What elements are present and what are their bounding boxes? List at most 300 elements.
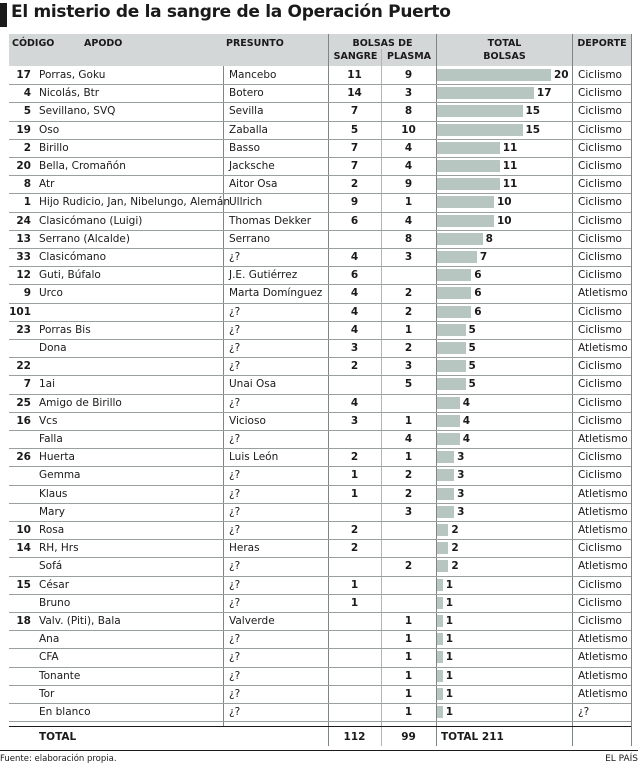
total-bar-label: 4 (462, 414, 471, 427)
cell-apodo: 1ai (39, 378, 56, 391)
total-bar-label: 10 (497, 214, 512, 227)
cell-sangre: 4 (350, 396, 359, 409)
cell-apodo: Atr (39, 178, 55, 191)
cell-codigo: 1 (23, 196, 31, 209)
total-label: TOTAL (39, 731, 77, 743)
cell-codigo: 19 (16, 123, 31, 136)
cell-deporte: Ciclismo (578, 214, 622, 227)
cell-apodo: Guti, Búfalo (39, 269, 101, 282)
cell-deporte: Ciclismo (578, 396, 622, 409)
cell-presunto: ¿? (229, 669, 241, 682)
table-row (0, 594, 638, 612)
total-bar-label: 5 (468, 342, 476, 354)
total-bar-label: 15 (525, 123, 541, 136)
header-bolsas-de: BOLSAS DE (352, 38, 413, 49)
table-row (0, 157, 638, 175)
total-bar (437, 469, 454, 481)
cell-deporte: Ciclismo (578, 178, 622, 191)
table-row (0, 375, 638, 393)
cell-presunto: ¿? (229, 342, 241, 354)
cell-plasma: 1 (404, 196, 413, 209)
cell-presunto: ¿? (229, 487, 241, 500)
cell-sangre: 7 (350, 160, 359, 172)
row-rule (9, 139, 631, 140)
total-bar-label: 7 (479, 251, 488, 263)
row-rule (9, 539, 631, 540)
title-marker (0, 3, 7, 27)
cell-plasma: 2 (404, 287, 413, 300)
cell-apodo: En blanco (39, 706, 91, 718)
cell-plasma: 1 (404, 687, 413, 700)
cell-apodo: Ana (39, 633, 60, 646)
total-bar (437, 433, 460, 445)
cell-codigo: 16 (16, 414, 31, 427)
total-bolsas: TOTAL 211 (441, 731, 504, 743)
cell-apodo: Porras, Goku (39, 69, 106, 81)
cell-sangre: 11 (347, 69, 362, 81)
cell-presunto: Botero (229, 87, 264, 100)
table-row (0, 266, 638, 284)
cell-presunto: ¿? (229, 524, 241, 536)
total-bar-label: 3 (457, 487, 465, 500)
total-bar (437, 633, 443, 645)
total-bar (437, 615, 443, 627)
row-rule (9, 630, 631, 631)
cell-codigo: 101 (9, 305, 31, 318)
cell-apodo: Vcs (39, 414, 58, 427)
table-row (0, 412, 638, 430)
cell-deporte: Ciclismo (578, 196, 622, 209)
row-rule (9, 284, 631, 285)
row-rule (9, 303, 631, 304)
cell-plasma: 8 (404, 232, 413, 245)
cell-presunto: Valverde (229, 615, 275, 627)
row-rule (9, 357, 631, 358)
total-bar (437, 233, 483, 245)
total-bar (437, 506, 454, 518)
cell-presunto: Aitor Osa (229, 178, 278, 191)
total-bar (437, 142, 500, 154)
row-rule (9, 521, 631, 522)
cell-sangre: 7 (350, 141, 359, 154)
total-bar-label: 4 (462, 433, 471, 445)
cell-presunto: J.E. Gutiérrez (229, 269, 298, 282)
total-bar-label: 1 (445, 669, 453, 682)
total-bar-label: 11 (502, 141, 518, 154)
cell-presunto: Serrano (229, 232, 271, 245)
cell-apodo: Dona (39, 342, 67, 354)
cell-deporte: Ciclismo (578, 69, 622, 81)
header-presunto: PRESUNTO (226, 38, 284, 49)
cell-sangre: 4 (350, 323, 359, 336)
cell-presunto: Thomas Dekker (229, 214, 312, 227)
table-row (0, 667, 638, 685)
cell-deporte: Ciclismo (578, 251, 622, 263)
cell-sangre: 2 (350, 178, 359, 191)
cell-sangre: 1 (350, 469, 359, 482)
cell-plasma: 4 (404, 141, 413, 154)
title-text: El misterio de la sangre de la Operación Puerto (11, 2, 451, 22)
cell-apodo: Amigo de Birillo (39, 396, 122, 409)
cell-plasma: 2 (404, 469, 413, 482)
table-row (0, 175, 638, 193)
row-rule (9, 394, 631, 395)
cell-plasma: 8 (404, 105, 413, 118)
cell-presunto: ¿? (229, 651, 241, 664)
table-row (0, 193, 638, 211)
cell-sangre: 3 (350, 414, 359, 427)
header-plasma: PLASMA (386, 51, 432, 62)
cell-codigo: 7 (23, 378, 31, 391)
cell-deporte: Ciclismo (578, 378, 622, 391)
cell-codigo: 22 (16, 360, 31, 373)
row-rule (9, 321, 631, 322)
table-row (0, 303, 638, 321)
table-row (0, 466, 638, 484)
cell-deporte: Atletismo (578, 687, 628, 700)
total-row (0, 727, 638, 747)
total-bar (437, 251, 477, 263)
cell-codigo: 25 (16, 396, 31, 409)
cell-plasma: 2 (404, 487, 413, 500)
total-bar (437, 69, 551, 81)
total-bar (437, 597, 443, 609)
table-row (0, 430, 638, 448)
total-bar-label: 4 (462, 396, 471, 409)
cell-sangre: 7 (350, 105, 359, 118)
cell-presunto: ¿? (229, 305, 241, 318)
cell-deporte: Ciclismo (578, 615, 622, 627)
table-row (0, 66, 638, 84)
cell-codigo: 17 (16, 69, 31, 81)
cell-sangre: 9 (350, 196, 359, 209)
cell-deporte: Ciclismo (578, 305, 622, 318)
cell-apodo: Valv. (Piti), Bala (39, 615, 121, 627)
cell-sangre: 6 (350, 269, 359, 282)
total-bar-label: 5 (468, 360, 476, 373)
total-bar-label: 3 (457, 451, 465, 464)
cell-plasma: 1 (404, 414, 413, 427)
header-codigo: CÓDIGO (12, 38, 55, 49)
cell-presunto: Jacksche (229, 160, 275, 172)
table-row (0, 321, 638, 339)
total-bar-label: 2 (451, 542, 459, 555)
cell-codigo: 12 (16, 269, 31, 282)
total-bar-label: 2 (451, 560, 459, 573)
table-row (0, 394, 638, 412)
cell-apodo: Porras Bis (39, 323, 91, 336)
total-bar (437, 306, 471, 318)
header-sangre: SANGRE (333, 51, 378, 62)
cell-plasma: 9 (404, 69, 413, 81)
cell-plasma: 4 (404, 214, 413, 227)
row-rule (9, 84, 631, 85)
cell-codigo: 14 (16, 542, 31, 555)
total-bar-label: 5 (468, 323, 476, 336)
cell-plasma: 1 (404, 451, 413, 464)
cell-codigo: 9 (23, 287, 31, 300)
total-bar (437, 542, 448, 554)
table-row (0, 685, 638, 703)
total-bar (437, 579, 443, 591)
table-row (0, 284, 638, 302)
cell-presunto: Ullrich (229, 196, 263, 209)
total-bar-label: 6 (474, 269, 482, 282)
row-rule (9, 230, 631, 231)
total-bar-label: 8 (485, 232, 493, 245)
total-bar-label: 1 (445, 706, 453, 718)
row-rule (9, 485, 631, 486)
row-rule (9, 212, 631, 213)
total-bar (437, 688, 443, 700)
cell-deporte: Atletismo (578, 487, 628, 500)
total-bar (437, 324, 466, 336)
row-rule (9, 339, 631, 340)
total-bar (437, 415, 460, 427)
cell-codigo: 8 (23, 178, 31, 191)
row-rule (9, 576, 631, 577)
cell-codigo: 15 (16, 578, 31, 591)
cell-plasma: 9 (404, 178, 413, 191)
cell-presunto: Luis León (229, 451, 279, 464)
total-bar-label: 11 (502, 178, 518, 191)
cell-deporte: Atletismo (578, 342, 628, 354)
table-row (0, 557, 638, 575)
cell-presunto: ¿? (229, 596, 241, 609)
cell-apodo: Tor (39, 687, 55, 700)
cell-presunto: ¿? (229, 687, 241, 700)
table-row (0, 539, 638, 557)
cell-plasma: 1 (404, 615, 413, 627)
row-rule (9, 466, 631, 467)
cell-plasma: 4 (404, 433, 413, 445)
cell-apodo: RH, Hrs (39, 542, 79, 555)
cell-deporte: Ciclismo (578, 87, 622, 100)
total-bar-label: 1 (445, 633, 453, 646)
total-bar (437, 269, 471, 281)
cell-apodo: Mary (39, 505, 66, 518)
header-total-1: TOTAL (487, 38, 522, 49)
cell-deporte: Atletismo (578, 669, 628, 682)
cell-deporte: Ciclismo (578, 160, 622, 172)
cell-apodo: Urco (39, 287, 63, 300)
cell-plasma: 1 (404, 633, 413, 646)
row-rule (9, 266, 631, 267)
total-bar (437, 397, 460, 409)
cell-plasma: 4 (404, 160, 413, 172)
cell-codigo: 33 (16, 251, 31, 263)
total-bar-label: 1 (445, 651, 453, 664)
total-bar-label: 3 (457, 505, 465, 518)
cell-presunto: ¿? (229, 505, 241, 518)
table-row (0, 648, 638, 666)
cell-sangre: 2 (350, 542, 359, 555)
table-row (0, 230, 638, 248)
total-bar-label: 11 (502, 160, 518, 172)
cell-apodo: Clasicómano (39, 251, 107, 263)
cell-sangre: 4 (350, 251, 359, 263)
row-rule (9, 612, 631, 613)
header-total-2: BOLSAS (483, 51, 526, 62)
cell-presunto: Marta Domínguez (229, 287, 323, 300)
cell-plasma: 3 (404, 87, 413, 100)
total-bar-label: 15 (525, 105, 541, 118)
cell-deporte: Ciclismo (578, 469, 622, 482)
total-bar-label: 2 (451, 524, 459, 536)
cell-presunto: ¿? (229, 323, 241, 336)
cell-apodo: Bruno (39, 596, 71, 609)
table-row (0, 485, 638, 503)
table-row (0, 703, 638, 721)
total-bar (437, 670, 443, 682)
cell-apodo: Nicolás, Btr (39, 87, 100, 100)
total-bar-label: 1 (445, 596, 453, 609)
cell-presunto: Heras (229, 542, 260, 555)
cell-presunto: ¿? (229, 706, 241, 718)
table-row (0, 121, 638, 139)
cell-apodo: Hijo Rudicio, Jan, Nibelungo, Alemán (39, 196, 230, 209)
cell-apodo: César (39, 578, 70, 591)
row-rule (9, 667, 631, 668)
cell-plasma: 2 (404, 560, 413, 573)
cell-plasma: 1 (404, 669, 413, 682)
total-bar (437, 560, 448, 572)
cell-deporte: Atletismo (578, 651, 628, 664)
cell-sangre: 2 (350, 451, 359, 464)
cell-apodo: Bella, Cromañón (39, 160, 126, 172)
table-row (0, 630, 638, 648)
row-rule (9, 448, 631, 449)
table-row (0, 521, 638, 539)
cell-plasma: 1 (404, 651, 413, 664)
total-bar (437, 215, 494, 227)
cell-deporte: Ciclismo (578, 323, 622, 336)
row-rule (9, 248, 631, 249)
table-row (0, 102, 638, 120)
cell-plasma: 2 (404, 305, 413, 318)
cell-plasma: 3 (404, 251, 413, 263)
table-row (0, 339, 638, 357)
cell-sangre: 14 (347, 87, 362, 100)
cell-presunto: ¿? (229, 578, 241, 591)
cell-sangre: 4 (350, 287, 359, 300)
table-row (0, 357, 638, 375)
cell-codigo: 2 (23, 141, 31, 154)
cell-sangre: 3 (350, 342, 359, 354)
cell-apodo: Gemma (39, 469, 81, 482)
table-row (0, 84, 638, 102)
cell-apodo: Falla (39, 433, 63, 445)
cell-sangre: 4 (350, 305, 359, 318)
cell-apodo: Birillo (39, 141, 69, 154)
total-bar-label: 1 (445, 687, 453, 700)
total-bar (437, 87, 534, 99)
cell-plasma: 5 (404, 378, 413, 391)
table-row (0, 248, 638, 266)
total-bar-label: 6 (474, 287, 482, 300)
header-apodo: APODO (84, 38, 123, 49)
total-sangre: 112 (343, 731, 366, 743)
cell-presunto: ¿? (229, 633, 241, 646)
cell-apodo: Huerta (39, 451, 75, 464)
row-rule (9, 193, 631, 194)
cell-sangre: 1 (350, 487, 359, 500)
cell-deporte: Ciclismo (578, 123, 622, 136)
cell-deporte: Ciclismo (578, 269, 622, 282)
cell-apodo: Oso (39, 123, 60, 136)
total-bar (437, 451, 454, 463)
cell-plasma: 1 (404, 706, 413, 718)
total-bar-label: 1 (445, 578, 453, 591)
row-rule (9, 594, 631, 595)
cell-deporte: Ciclismo (578, 542, 622, 555)
cell-apodo: Klaus (39, 487, 68, 500)
header-deporte: DEPORTE (577, 38, 627, 49)
cell-deporte: Atletismo (578, 287, 628, 300)
cell-presunto: Basso (229, 141, 261, 154)
cell-codigo: 4 (23, 87, 31, 100)
row-rule (9, 430, 631, 431)
row-rule (9, 648, 631, 649)
chart-title (0, 0, 638, 32)
total-bar (437, 488, 454, 500)
row-rule (9, 102, 631, 103)
table-row (0, 212, 638, 230)
cell-apodo: Tonante (39, 669, 81, 682)
cell-codigo: 18 (16, 615, 31, 627)
cell-plasma: 1 (404, 323, 413, 336)
row-rule (9, 412, 631, 413)
cell-presunto: ¿? (229, 396, 241, 409)
cell-plasma: 2 (404, 342, 413, 354)
cell-sangre: 6 (350, 214, 359, 227)
cell-deporte: Atletismo (578, 505, 628, 518)
cell-sangre: 1 (350, 578, 359, 591)
row-rule (9, 375, 631, 376)
cell-apodo: Clasicómano (Luigi) (39, 214, 143, 227)
table-row (0, 139, 638, 157)
total-bar (437, 105, 523, 117)
table-row (0, 448, 638, 466)
cell-presunto: ¿? (229, 469, 241, 482)
row-rule (9, 685, 631, 686)
cell-presunto: Mancebo (229, 69, 277, 81)
cell-deporte: Ciclismo (578, 232, 622, 245)
row-rule (9, 703, 631, 704)
cell-codigo: 23 (16, 323, 31, 336)
total-bar-label: 1 (445, 615, 453, 627)
cell-presunto: ¿? (229, 433, 241, 445)
cell-plasma: 10 (401, 123, 416, 136)
cell-deporte: Ciclismo (578, 578, 622, 591)
table-row (0, 503, 638, 521)
total-bar (437, 360, 466, 372)
total-bar-label: 20 (554, 69, 569, 81)
total-bar (437, 342, 466, 354)
cell-deporte: Ciclismo (578, 596, 622, 609)
cell-codigo: 10 (16, 524, 31, 536)
cell-deporte: Atletismo (578, 524, 628, 536)
cell-deporte: Ciclismo (578, 105, 622, 118)
cell-plasma: 3 (404, 360, 413, 373)
cell-codigo: 26 (16, 451, 31, 464)
cell-sangre: 2 (350, 524, 359, 536)
cell-apodo: Sofá (39, 560, 63, 573)
row-rule (9, 157, 631, 158)
cell-apodo: Sevillano, SVQ (39, 105, 116, 118)
cell-presunto: ¿? (229, 251, 241, 263)
total-bar (437, 287, 471, 299)
